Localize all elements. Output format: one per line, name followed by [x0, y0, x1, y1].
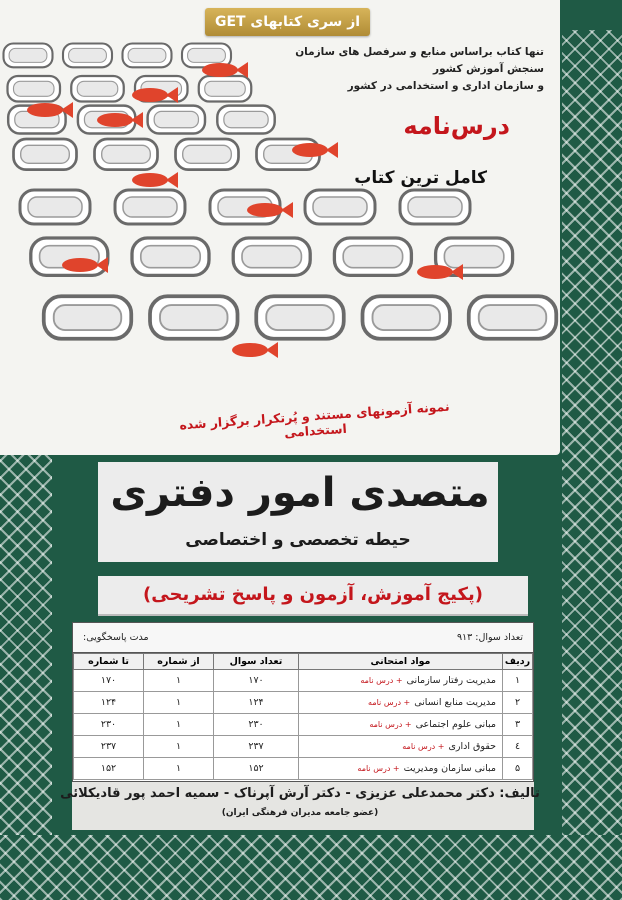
- row-index: ٤: [503, 736, 533, 758]
- row-index: ۵: [503, 758, 533, 780]
- subject-tag: + درس نامه: [357, 764, 400, 773]
- row-subject: [299, 736, 503, 758]
- intro-line-2: و سازمان اداری و استخدامی در کشور: [347, 80, 544, 92]
- bottom-knot-border: [0, 835, 622, 900]
- brand-title: درس‌نامه: [403, 112, 510, 140]
- header-index: ردیف: [503, 654, 533, 670]
- subjects-table: [73, 653, 533, 780]
- trays-illustration: [0, 40, 560, 410]
- table-row: [74, 736, 533, 758]
- row-index: ۱: [503, 670, 533, 692]
- subject-name: مدیریت رفتار سازمانی: [406, 675, 496, 686]
- header-subject: مواد امتحانی: [299, 654, 503, 670]
- row-subject: [299, 670, 503, 692]
- subject-name: حقوق اداری: [448, 741, 496, 752]
- intro-line-1: تنها کتاب براساس منابع و سرفصل های سازمان سنجش آموزش کشور: [295, 46, 544, 75]
- intro-text: [284, 44, 544, 95]
- field-subtitle: حیطه تخصصی و اختصاصی: [185, 530, 411, 550]
- answer-time: مدت پاسخگویی:: [83, 632, 149, 643]
- question-count: تعداد سوال: ۹۱۳: [456, 632, 523, 643]
- row-index: ۳: [503, 714, 533, 736]
- package-label: (پکیج آموزش، آزمون و پاسخ تشریحی): [143, 584, 483, 605]
- table-row: [74, 758, 533, 780]
- row-from: ۱: [144, 758, 214, 780]
- exam-samples-subtitle: نمونه آزمونهای مستند و پُرتکرار برگزار شده استخدامی: [178, 398, 451, 441]
- row-to: ۲۳۰: [74, 714, 144, 736]
- row-index: ۲: [503, 692, 533, 714]
- table-row: [74, 670, 533, 692]
- table-row: [74, 714, 533, 736]
- header-from: از شماره: [144, 654, 214, 670]
- row-to: ۲۳۷: [74, 736, 144, 758]
- subject-tag: + درس نامه: [369, 720, 412, 729]
- series-badge: از سری کتابهای GET: [205, 8, 370, 36]
- brand-subtitle: کامل ترین کتاب: [354, 168, 487, 188]
- header-to: تا شماره: [74, 654, 144, 670]
- row-from: ۱: [144, 714, 214, 736]
- row-count: ۲۳۰: [214, 714, 299, 736]
- subject-name: مبانی سازمان ومدیریت: [403, 763, 496, 774]
- table-row: [74, 692, 533, 714]
- table-header-row: [74, 654, 533, 670]
- right-knot-border: [562, 30, 622, 835]
- row-from: ۱: [144, 670, 214, 692]
- row-subject: [299, 758, 503, 780]
- row-to: ۱۷۰: [74, 670, 144, 692]
- subject-name: مدیریت منابع انسانی: [414, 697, 496, 708]
- row-subject: [299, 714, 503, 736]
- row-to: ۱۲۴: [74, 692, 144, 714]
- membership-line: (عضو جامعه مدیران فرهنگی ایران): [221, 808, 379, 818]
- subject-tag: + درس نامه: [402, 742, 445, 751]
- row-subject: [299, 692, 503, 714]
- row-from: ۱: [144, 736, 214, 758]
- row-count: ۲۳۷: [214, 736, 299, 758]
- subject-tag: + درس نامه: [368, 698, 411, 707]
- header-count: تعداد سوال: [214, 654, 299, 670]
- exam-table: [72, 622, 534, 782]
- book-title: متصدی امور دفتری: [110, 470, 490, 516]
- table-info-row: [73, 623, 533, 653]
- subject-tag: + درس نامه: [360, 676, 403, 685]
- row-count: ۱۲۴: [214, 692, 299, 714]
- row-count: ۱۵۲: [214, 758, 299, 780]
- row-count: ۱۷۰: [214, 670, 299, 692]
- row-to: ۱۵۲: [74, 758, 144, 780]
- authors-line: تالیف: دکتر محمدعلی عزیزی - دکتر آرش آپرناک - سمیه احمد پور قادیکلائی: [60, 786, 540, 801]
- row-from: ۱: [144, 692, 214, 714]
- subject-name: مبانی علوم اجتماعی: [415, 719, 496, 730]
- left-knot-border: [0, 455, 52, 835]
